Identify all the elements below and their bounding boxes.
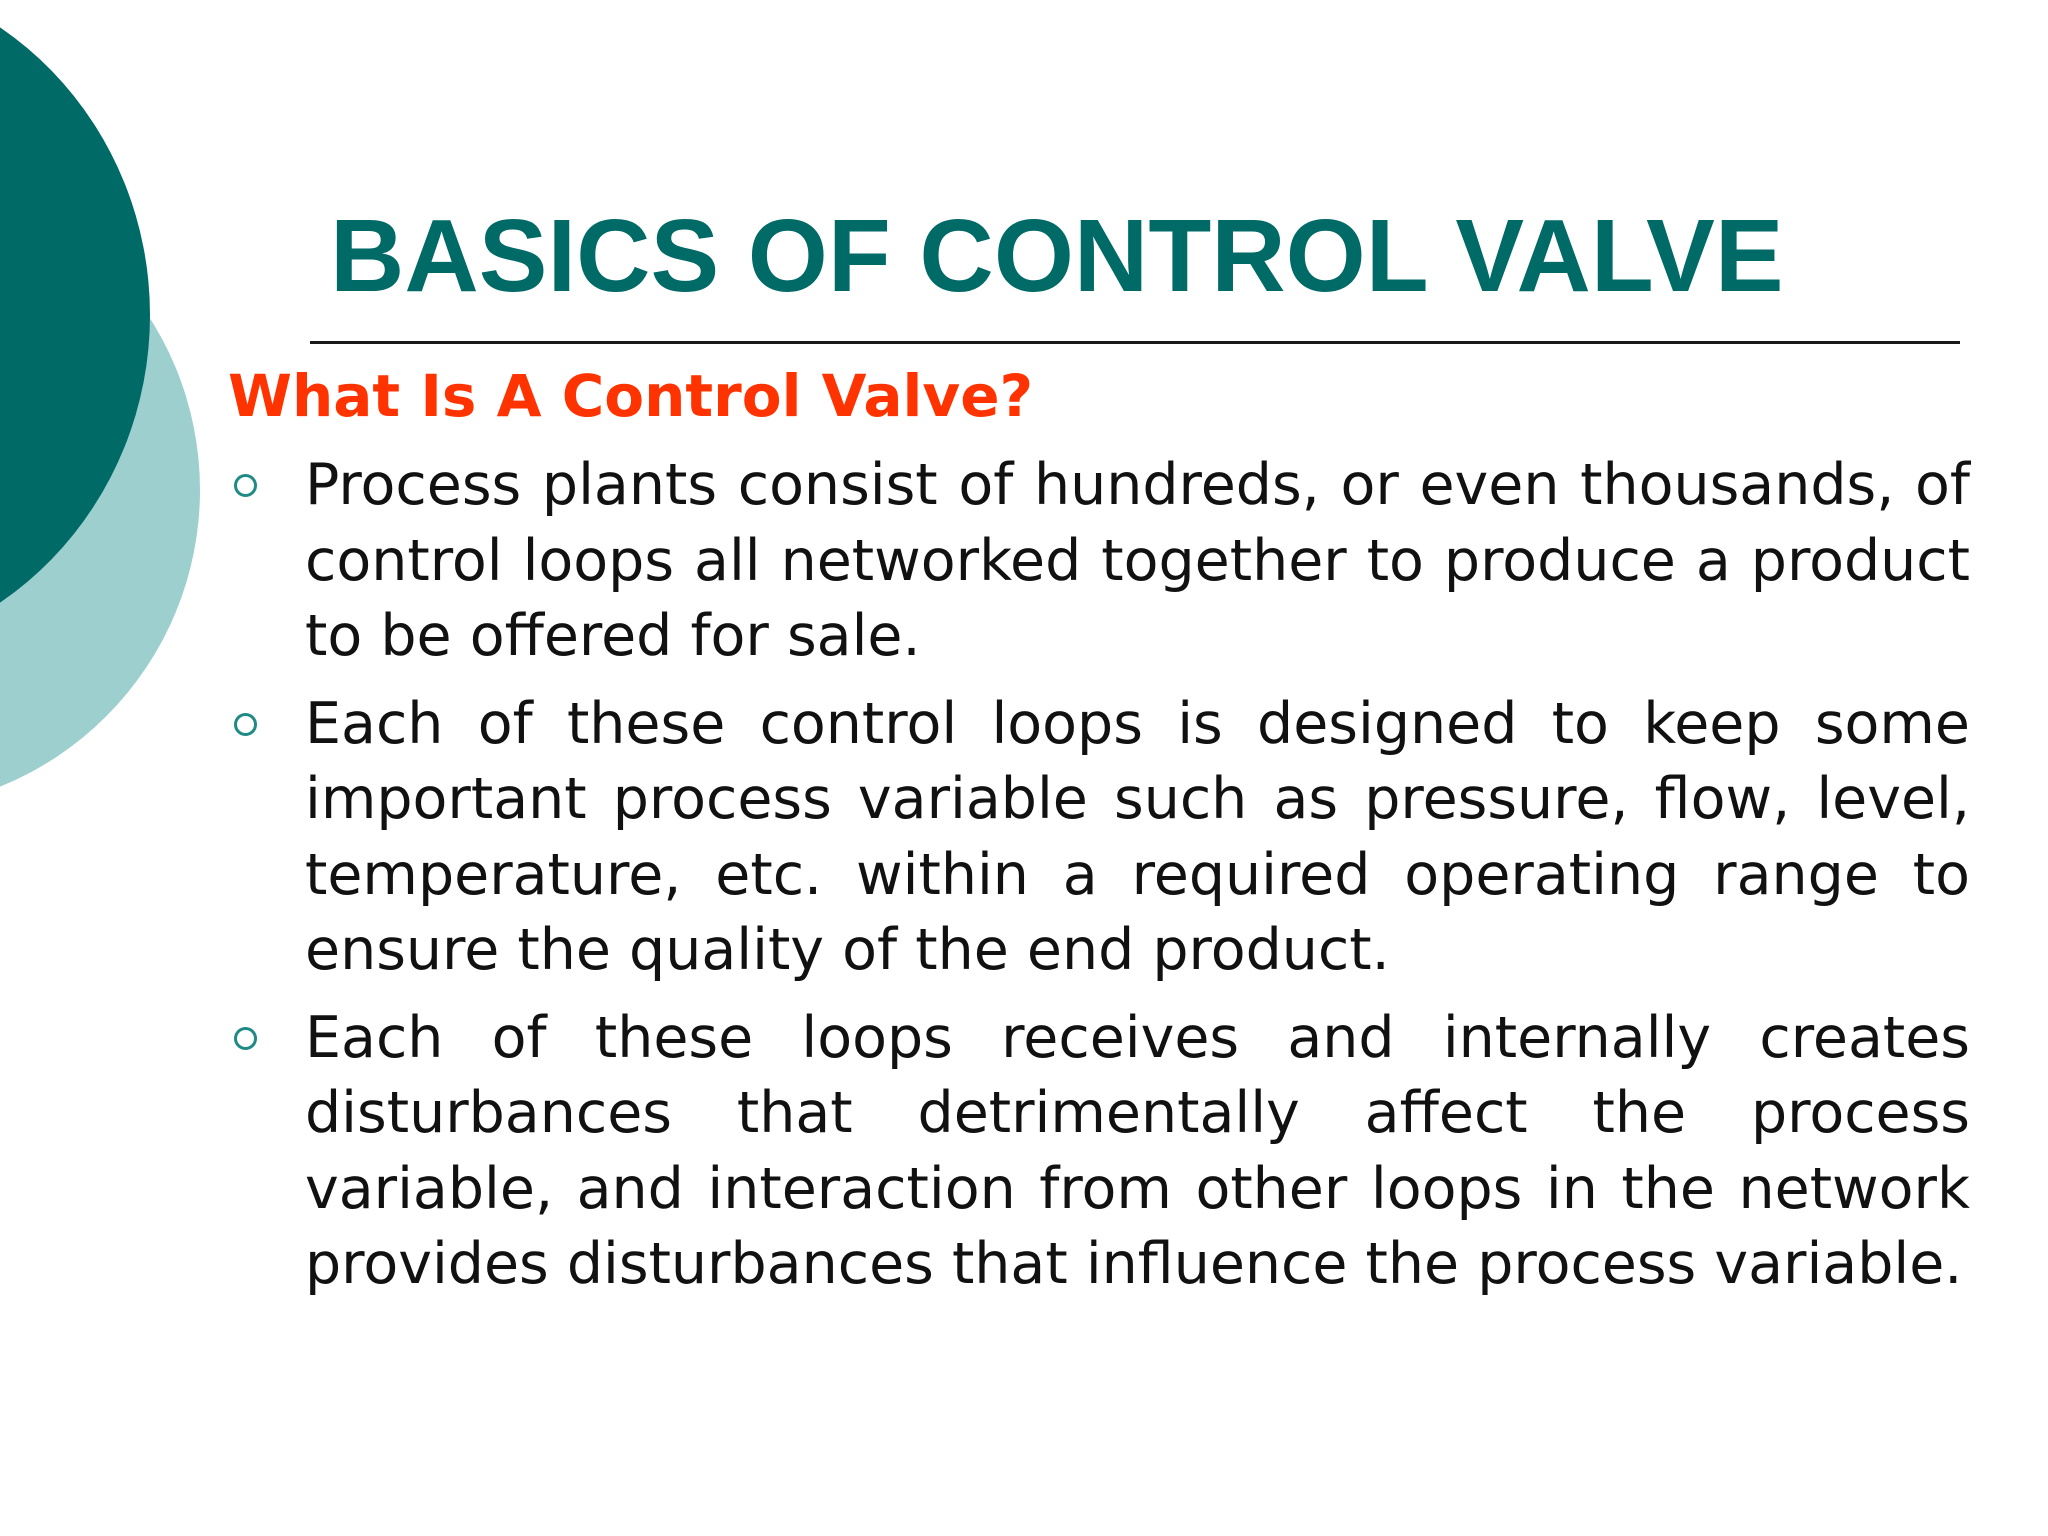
- hollow-circle-bullet-icon: [234, 474, 257, 497]
- bullet-item: [228, 687, 1970, 989]
- slide-subtitle: What Is A Control Valve?: [228, 362, 1034, 430]
- title-divider: [310, 341, 1960, 344]
- bullet-text: Each of these control loops is designed to keep some important process variable such as pressure, flow, level, temperature, etc. within a required operating range to ensure the quality of the end product.: [305, 690, 1970, 983]
- bullet-text: Each of these loops receives and internally creates disturbances that detrimentally affect the process variable, and interaction from other loops in the network provides disturbances that influence the process variable.: [305, 1004, 1970, 1297]
- bullet-item: [228, 1001, 1970, 1303]
- hollow-circle-bullet-icon: [234, 1027, 257, 1050]
- bullet-item: [228, 448, 1970, 675]
- bullet-text: Process plants consist of hundreds, or even thousands, of control loops all networked together to produce a product to be offered for sale.: [305, 452, 1970, 669]
- slide-title: BASICS OF CONTROL VALVE: [330, 198, 1784, 313]
- bullet-list: [228, 448, 1970, 1315]
- hollow-circle-bullet-icon: [234, 713, 257, 736]
